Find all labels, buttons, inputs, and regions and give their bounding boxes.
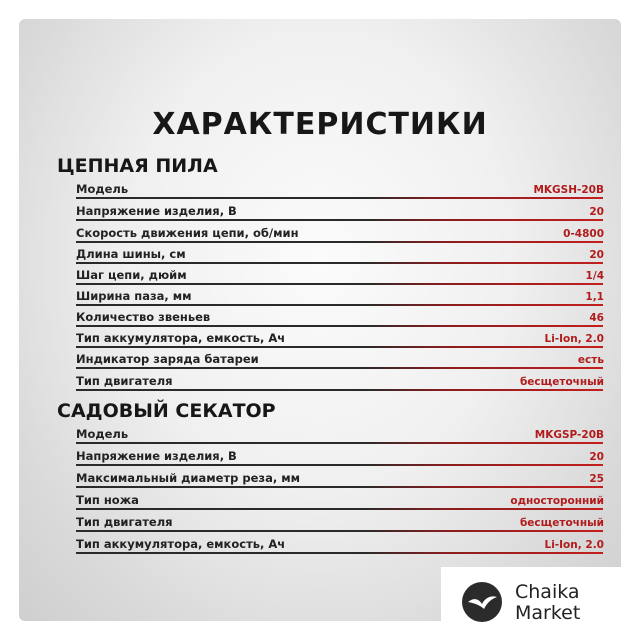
spec-label: Модель [76, 182, 129, 196]
page-title: ХАРАКТЕРИСТИКИ [152, 107, 488, 142]
spec-label: Тип аккумулятора, емкость, Ач [76, 331, 286, 345]
spec-label: Модель [76, 427, 129, 441]
spec-row [57, 466, 603, 488]
spec-value: 20 [589, 206, 604, 218]
spec-value: 20 [589, 249, 604, 261]
section-heading-pruner: САДОВЫЙ СЕКАТОР [57, 400, 276, 422]
spec-row [57, 177, 603, 199]
brand-name-line1: Chaika [515, 581, 580, 603]
seagull-icon [462, 582, 502, 622]
spec-value: бесщеточный [519, 517, 604, 529]
spec-value: 1/4 [585, 270, 604, 282]
spec-label: Шаг цепи, дюйм [76, 268, 187, 282]
row-divider [76, 389, 603, 391]
spec-row [57, 199, 603, 221]
spec-label: Тип двигателя [76, 374, 173, 388]
spec-value: MKGSH-20B [533, 184, 604, 196]
spec-row [57, 305, 603, 327]
spec-row [57, 242, 603, 264]
brand-name-line2: Market [515, 602, 581, 624]
spec-label: Тип ножа [76, 493, 139, 507]
spec-card [19, 19, 621, 624]
spec-label: Индикатор заряда батареи [76, 352, 259, 366]
spec-row [57, 284, 603, 306]
spec-value: есть [577, 354, 604, 366]
spec-value: 46 [589, 312, 604, 324]
spec-row [57, 369, 603, 391]
spec-label: Напряжение изделия, В [76, 204, 237, 218]
spec-label: Тип двигателя [76, 515, 173, 529]
spec-row [57, 488, 603, 510]
row-divider [76, 552, 603, 554]
spec-row [57, 510, 603, 532]
spec-value: Li-Ion, 2.0 [544, 333, 604, 345]
section-heading-chainsaw: ЦЕПНАЯ ПИЛА [57, 155, 218, 177]
spec-label: Длина шины, см [76, 247, 186, 261]
spec-label: Максимальный диаметр реза, мм [76, 471, 300, 485]
spec-value: 0-4800 [563, 228, 604, 240]
spec-label: Напряжение изделия, В [76, 449, 237, 463]
spec-value: Li-Ion, 2.0 [544, 539, 604, 551]
spec-value: MKGSP-20B [534, 429, 604, 441]
spec-row [57, 221, 603, 243]
spec-row [57, 326, 603, 348]
spec-value: бесщеточный [519, 376, 604, 388]
spec-row [57, 444, 603, 466]
spec-row [57, 263, 603, 285]
spec-value: односторонний [510, 495, 604, 507]
spec-row [57, 422, 603, 444]
spec-value: 20 [589, 451, 604, 463]
spec-label: Тип аккумулятора, емкость, Ач [76, 537, 286, 551]
spec-label: Ширина паза, мм [76, 289, 192, 303]
spec-row [57, 532, 603, 554]
spec-value: 1,1 [585, 291, 604, 303]
spec-label: Количество звеньев [76, 310, 211, 324]
spec-row [57, 347, 603, 369]
spec-label: Скорость движения цепи, об/мин [76, 226, 299, 240]
spec-value: 25 [589, 473, 604, 485]
